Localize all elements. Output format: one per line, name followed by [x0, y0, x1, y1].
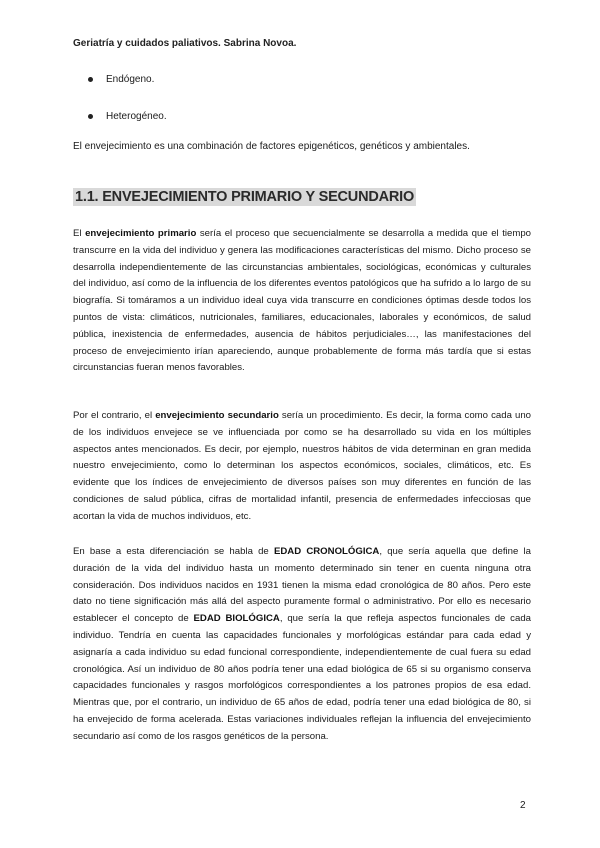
text-span: En base a esta diferenciación se habla de	[73, 546, 274, 557]
page-number: 2	[520, 800, 526, 811]
text-span: sería el proceso que secuencialmente se desarrolla a medida que el tiempo transcurre en la vida del individuo y genera las modificaciones características del mismo. Dicho proceso se desarrolla independientemente de las circunstancias ambientales, sociológicas, económicas y culturales del individuo, así como de la influencia de los diferentes eventos patológicos que ha sufrido a lo largo de su biografía. Si tomáramos a un individuo ideal cuya vida transcurre en condiciones óptimas desde todos los puntos de vista: climáticos, nutricionales, familiares, educacionales, laborales y económicos, de salud pública, inexistencia de enfermedades, ausencia de hábitos perjudiciales…, las manifestaciones del proceso de envejecimiento irían apareciendo, aunque probablemente de forma más tardía que si estas circunstancias fueran menos favorables.	[73, 228, 532, 374]
paragraph-secondary-aging	[73, 408, 531, 526]
text-span: sería un procedimiento. Es decir, la forma como cada uno de los individuos envejece se ve influenciada por como se ha desarrollado su vida en los múltiples aspectos antes mencionados. Es decir, por ejemplo, nuestros hábitos de vida determinan en gran medida nuestro envejecimiento, como lo determinan los aspectos económicos, sociales, climáticos, etc. Es evidente que los índices de envejecimiento de diversos países son muy diferentes en función de las condiciones de salud pública, cifras de mortalidad infantil, presencia de enfermedades infecciosas que acortan la vida de muchos individuos, etc.	[73, 410, 531, 522]
bullet-icon	[88, 77, 93, 82]
paragraph-primary-aging	[73, 226, 531, 377]
bullet-icon	[88, 114, 93, 119]
bold-term: EDAD CRONOLÓGICA	[273, 546, 380, 557]
paragraph-age-types	[73, 544, 531, 746]
section-heading: 1.1. ENVEJECIMIENTO PRIMARIO Y SECUNDARIO	[75, 189, 415, 205]
intro-paragraph: El envejecimiento es una combinación de factores epigenéticos, genéticos y ambientales.	[73, 141, 470, 152]
bullet-text: Endógeno.	[106, 74, 155, 85]
text-span: El	[73, 228, 86, 239]
bold-term: envejecimiento secundario	[155, 410, 279, 421]
bold-term: EDAD BIOLÓGICA	[193, 613, 280, 625]
bold-term: envejecimiento primario	[85, 228, 197, 239]
bullet-list	[88, 73, 167, 147]
text-span: Por el contrario, el	[73, 410, 156, 421]
page-header: Geriatría y cuidados paliativos. Sabrina Novoa.	[73, 38, 297, 49]
text-span: , que sería la que refleja aspectos funcionales de cada individuo. Tendría en cuenta las capacidades funcionales y morfológicas estándar para cada edad y asignaría a cada individuo su edad funcional correspondiente, independientemente de cual fuera su edad cronológica. Así un individuo de 80 años podría tener una edad biológica de 65 si su organismo conserva capacidades funcionales y rasgos morfológicos correspondientes a los patrones propios de esa edad. Mientras que, por el contrario, un individuo de 65 años de edad, podría tener una edad biológica de 80, si ha envejecido de forma acelerada. Estas variaciones individuales reflejan la influencia del envejecimiento secundario así como de los rasgos genéticos de la persona.	[73, 613, 531, 742]
text-span: , que sería aquella que define la duración de la vida del individuo hasta un momento determinado sin tener en cuenta ninguna otra consideración. Dos individuos nacidos en 1931 tienen la misma edad cronológica de 80 años. Pero este dato no tiene significación más allá del aspecto puramente formal o administrativo. Por ello es necesario establecer el concepto de	[73, 546, 531, 625]
bullet-text: Heterogéneo.	[106, 111, 167, 122]
list-item	[88, 73, 167, 110]
